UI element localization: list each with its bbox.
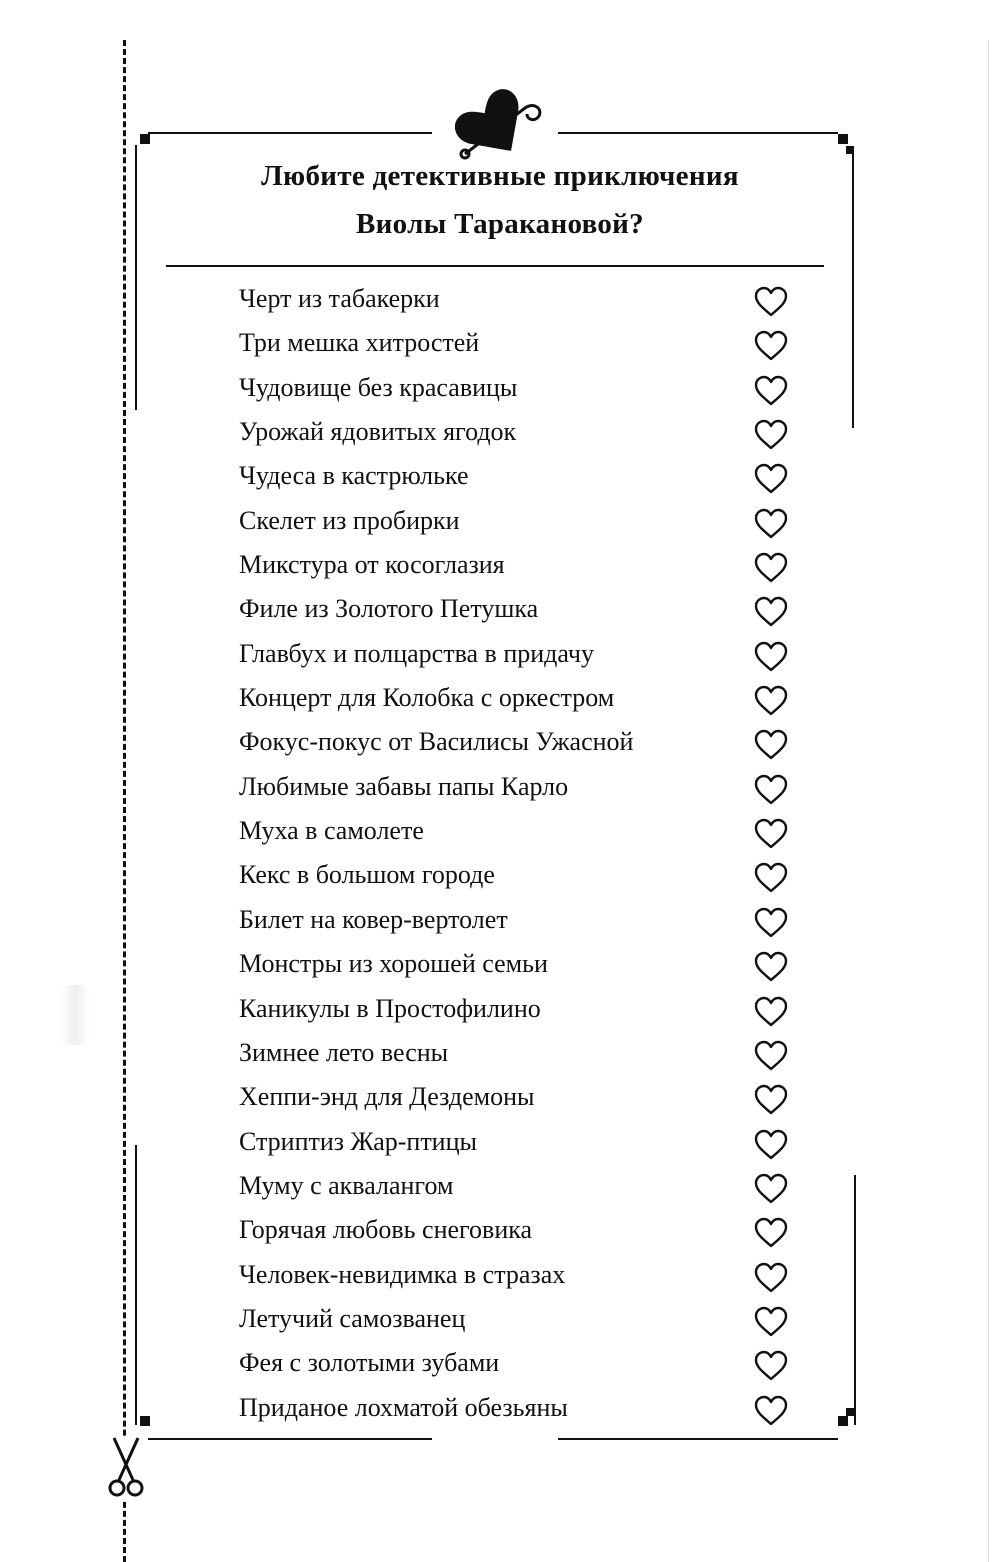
list-item bbox=[0, 635, 1000, 679]
heart-outline-icon[interactable] bbox=[753, 1395, 789, 1427]
heart-outline-icon[interactable] bbox=[753, 1350, 789, 1382]
book-title: Зимнее лето весны bbox=[239, 1037, 449, 1067]
heart-outline-icon[interactable] bbox=[753, 419, 789, 451]
heart-outline-icon[interactable] bbox=[753, 774, 789, 806]
heading-line-1: Любите детективные приключения bbox=[261, 160, 739, 192]
book-title: Каникулы в Простофилино bbox=[239, 993, 541, 1023]
book-title: Концерт для Колобка с оркестром bbox=[239, 683, 615, 713]
list-item bbox=[0, 856, 1000, 900]
book-title: Главбух и полцарства в придачу bbox=[239, 638, 594, 668]
book-title: Урожай ядовитых ягодок bbox=[239, 417, 517, 447]
list-item bbox=[0, 1123, 1000, 1167]
book-title: Черт из табакерки bbox=[239, 284, 440, 313]
list-item bbox=[0, 590, 1000, 634]
heart-outline-icon[interactable] bbox=[753, 1084, 789, 1116]
list-item bbox=[0, 768, 1000, 812]
heart-outline-icon[interactable] bbox=[753, 375, 789, 407]
book-title: Три мешка хитростей bbox=[239, 328, 480, 358]
book-title: Фея с золотыми зубами bbox=[239, 1348, 500, 1378]
book-title: Билет на ковер-вертолет bbox=[239, 904, 508, 934]
book-title: Стриптиз Жар-птицы bbox=[239, 1126, 477, 1156]
list-item bbox=[0, 1211, 1000, 1255]
book-title: Муму с аквалангом bbox=[239, 1170, 454, 1200]
book-title: Любимые забавы папы Карло bbox=[239, 771, 569, 801]
list-item bbox=[0, 679, 1000, 723]
list-item bbox=[0, 1034, 1000, 1078]
list-item bbox=[0, 546, 1000, 590]
book-title: Муха в самолете bbox=[239, 816, 424, 846]
heart-outline-icon[interactable] bbox=[753, 685, 789, 717]
heart-outline-icon[interactable] bbox=[753, 1217, 789, 1249]
list-item bbox=[0, 901, 1000, 945]
scissors-icon bbox=[106, 1436, 146, 1500]
list-item bbox=[0, 369, 1000, 413]
heart-outline-icon[interactable] bbox=[753, 508, 789, 540]
heart-outline-icon[interactable] bbox=[753, 951, 789, 983]
list-item bbox=[0, 1300, 1000, 1344]
book-title: Филе из Золотого Петушка bbox=[239, 594, 539, 624]
list-item bbox=[0, 1167, 1000, 1211]
heart-outline-icon[interactable] bbox=[753, 596, 789, 628]
book-title: Фокус-покус от Василисы Ужасной bbox=[239, 727, 634, 757]
list-item bbox=[0, 1344, 1000, 1388]
list-item bbox=[0, 502, 1000, 546]
heart-with-safety-pin-icon bbox=[455, 88, 547, 162]
heart-outline-icon[interactable] bbox=[753, 996, 789, 1028]
heart-outline-icon[interactable] bbox=[753, 641, 789, 673]
book-title: Чудеса в кастрюльке bbox=[239, 461, 469, 491]
book-title: Приданое лохматой обезьяны bbox=[239, 1392, 568, 1422]
list-item bbox=[0, 812, 1000, 856]
heart-outline-icon[interactable] bbox=[753, 1262, 789, 1294]
list-item bbox=[0, 413, 1000, 457]
book-title: Чудовище без красавицы bbox=[239, 372, 518, 402]
book-title: Скелет из пробирки bbox=[239, 505, 460, 535]
list-item bbox=[0, 945, 1000, 989]
heart-outline-icon[interactable] bbox=[753, 1040, 789, 1072]
book-title: Горячая любовь снеговика bbox=[239, 1215, 533, 1245]
book-title: Хеппи-энд для Дездемоны bbox=[239, 1082, 535, 1112]
heart-outline-icon[interactable] bbox=[753, 729, 789, 761]
heart-outline-icon[interactable] bbox=[753, 818, 789, 850]
heart-outline-icon[interactable] bbox=[753, 907, 789, 939]
heading-divider bbox=[166, 265, 824, 267]
book-title: Человек-невидимка в стразах bbox=[239, 1259, 566, 1289]
list-item bbox=[0, 1389, 1000, 1433]
list-item bbox=[0, 1256, 1000, 1300]
book-title: Микстура от косоглазия bbox=[239, 550, 505, 580]
list-item bbox=[0, 723, 1000, 767]
book-title: Летучий самозванец bbox=[239, 1303, 466, 1333]
book-list bbox=[0, 280, 1000, 1433]
heart-outline-icon[interactable] bbox=[753, 286, 789, 318]
heart-outline-icon[interactable] bbox=[753, 1173, 789, 1205]
heart-outline-icon[interactable] bbox=[753, 552, 789, 584]
heart-outline-icon[interactable] bbox=[753, 463, 789, 495]
heart-outline-icon[interactable] bbox=[753, 1129, 789, 1161]
heart-outline-icon[interactable] bbox=[753, 1306, 789, 1338]
heart-outline-icon[interactable] bbox=[753, 862, 789, 894]
heading-line-2: Виолы Таракановой? bbox=[356, 208, 644, 240]
book-title: Кекс в большом городе bbox=[239, 860, 495, 890]
list-item bbox=[0, 990, 1000, 1034]
heart-outline-icon[interactable] bbox=[753, 330, 789, 362]
list-item bbox=[0, 280, 1000, 324]
list-item bbox=[0, 1078, 1000, 1122]
book-title: Монстры из хорошей семьи bbox=[239, 949, 548, 979]
list-item bbox=[0, 324, 1000, 368]
list-item bbox=[0, 457, 1000, 501]
